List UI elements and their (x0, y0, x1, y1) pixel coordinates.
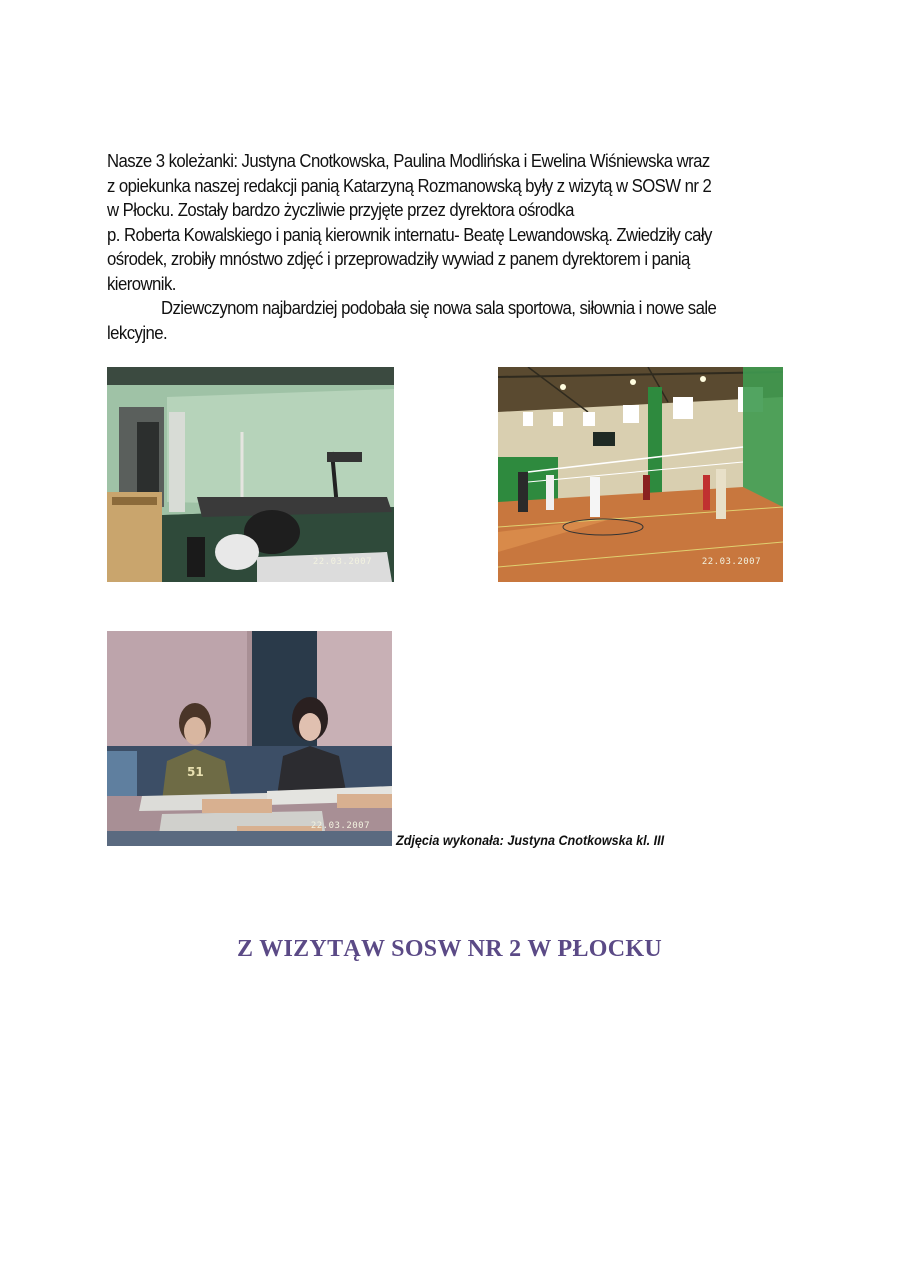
text-line: ośrodek, zrobiły mnóstwo zdjęć i przeprowadziły wywiad z panem dyrektorem i panią (107, 249, 690, 269)
date-stamp: 22.03.2007 (312, 557, 372, 567)
photo-credit-caption: Zdjęcia wykonała: Justyna Cnotkowska kl. III (396, 832, 665, 848)
text-line: w Płocku. Zostały bardzo życzliwie przyjęte przez dyrektora ośrodka (107, 200, 574, 220)
date-stamp: 22.03.2007 (310, 821, 370, 831)
text-line: Dziewczynom najbardziej podobała się nowa sala sportowa, siłownia i nowe sale (160, 298, 717, 318)
article-title: Z WIZYTĄW SOSW NR 2 W PŁOCKU (237, 936, 662, 962)
date-stamp: 22.03.2007 (701, 557, 761, 567)
text-line: z opiekunka naszej redakcji panią Katarzyną Rozmanowską były z wizytą w SOSW nr 2 (107, 175, 712, 196)
text-line: lekcyjne. (107, 322, 168, 343)
text-line: p. Roberta Kowalskiego i panią kierownik internatu- Beatę Lewandowską. Zwiedziły cały (107, 224, 712, 245)
article-paragraph-1 (107, 149, 749, 296)
gym-photo (107, 367, 394, 582)
classroom-photo (107, 631, 392, 846)
sports-hall-photo (498, 367, 783, 582)
svg-text:51: 51 (187, 765, 204, 779)
text-line: Nasze 3 koleżanki: Justyna Cnotkowska, Paulina Modlińska i Ewelina Wiśniewska wraz (107, 151, 710, 171)
text-line: kierownik. (107, 273, 176, 294)
article-paragraph-2 (107, 296, 749, 345)
